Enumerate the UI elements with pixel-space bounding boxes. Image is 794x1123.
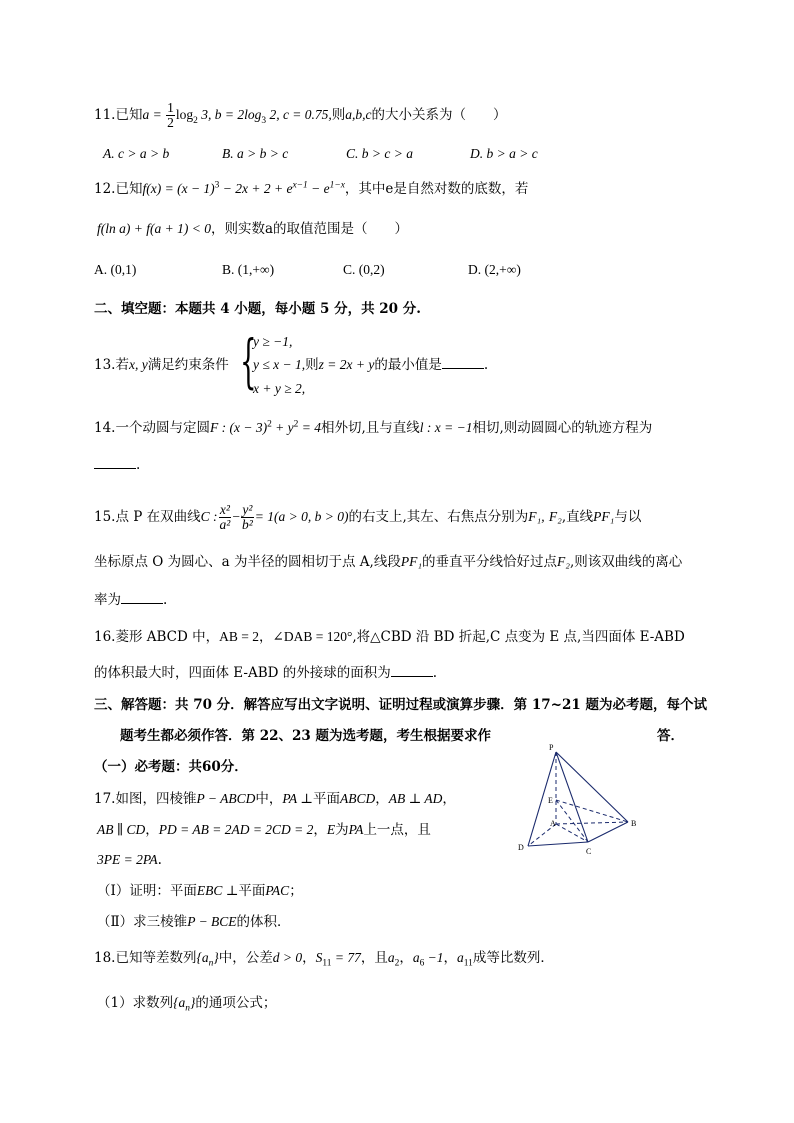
label-P: P	[549, 743, 554, 752]
q17-line1	[94, 791, 456, 807]
q14-number: 14.	[94, 420, 116, 436]
q17-l1h: AB ⊥ AD	[388, 791, 443, 806]
q17-l1f: ABCD	[339, 791, 376, 806]
q18-a11-sub: 11	[463, 958, 473, 969]
q13-constraint-1: y ≥ −1,	[253, 334, 293, 349]
q17-l3: 3PE = 2PA	[97, 852, 158, 867]
q13-prefix-line	[94, 357, 229, 373]
q12-expB: 1−x	[329, 180, 345, 191]
q13-constraint-2: y ≤ x − 1,	[253, 357, 306, 372]
q18-p1-seq-close: }	[189, 995, 196, 1010]
q17-part2	[97, 914, 291, 930]
q17-l1d: PA ⊥	[282, 791, 313, 806]
q15-end: .	[163, 592, 168, 608]
q12-prefix: 已知	[115, 181, 143, 197]
q15-line2b: PF₁	[400, 554, 423, 569]
q16-sep: ，	[259, 629, 273, 645]
q18-p1c: 的通项公式；	[195, 995, 277, 1011]
q17-p1e: ；	[289, 883, 303, 899]
q11-tail: 则	[331, 107, 346, 124]
q12-option-c[interactable]: C. (0,2)	[343, 262, 385, 277]
q15-line2a: 坐标原点 O 为圆心、a 为半径的圆相切于点 A,线段	[94, 554, 401, 570]
q13-end: .	[483, 357, 489, 373]
edge-AB	[556, 822, 628, 824]
q17-p1b: EBC ⊥	[196, 883, 239, 898]
q17-l1g: ，	[375, 791, 389, 807]
q14-line1	[94, 420, 652, 436]
q17-line3	[97, 852, 162, 868]
q12-inequality: f(ln a) + f(a + 1) < 0	[97, 221, 211, 236]
q18-p1a: （1）求数列	[97, 995, 174, 1011]
q13-number: 13.	[94, 357, 116, 373]
q14-sq2: 2	[293, 419, 299, 430]
q17-l2h: 上一点，且	[363, 822, 431, 838]
q11-vars: a,b,c	[345, 107, 372, 123]
q18-l1i: ，	[399, 950, 413, 966]
q15-frac-x-den: a²	[219, 517, 231, 533]
q11-option-d[interactable]: D. b > a > c	[470, 146, 538, 161]
q18-S-sub: 11	[322, 958, 332, 969]
q12-exp3: 3	[214, 180, 220, 191]
q15-frac-x-num: x²	[219, 502, 230, 517]
q14-end: .	[136, 457, 141, 473]
q18-seq-sub: n	[208, 958, 214, 969]
q12-number: 12.	[94, 181, 116, 197]
q17-l2d: ，	[313, 822, 327, 838]
q17-p2b: P − BCE	[187, 914, 237, 929]
q13-question: 的最小值是	[374, 357, 442, 373]
q15-frac-y-num: y²	[242, 502, 253, 517]
q17-l2a: AB ∥ CD	[97, 822, 146, 837]
label-E: E	[548, 796, 553, 805]
q18-a6-minus: −1	[424, 950, 444, 965]
q18-seq-open: {a	[196, 950, 209, 965]
q17-l1c: 中，	[255, 791, 283, 807]
q18-p1-seq-sub: n	[185, 1003, 190, 1014]
section3-line2-end: 答．	[657, 728, 684, 744]
q15-number: 15.	[94, 509, 116, 526]
q11-option-b[interactable]: B. a > b > c	[222, 146, 289, 161]
q11-log: log	[175, 107, 194, 123]
q16-end: .	[432, 665, 438, 681]
required-heading: （一）必考题：共60分．	[94, 759, 248, 775]
q11-prefix: 已知	[115, 107, 143, 124]
q11-b-arg: 2, c = 0.75,	[266, 107, 332, 123]
q11-log-base-b: 3	[261, 115, 267, 126]
q14-circle3: = 4	[298, 420, 321, 435]
q15-frac-x	[219, 503, 232, 532]
q13-constraint-3: x + y ≥ 2,	[253, 381, 306, 396]
q17-part1	[97, 883, 303, 899]
q18-a6-sub: 6	[419, 958, 425, 969]
q17-line2	[97, 822, 431, 838]
q14-mid: 相外切,且与直线	[321, 420, 420, 436]
q11-option-a[interactable]: A. c > a > b	[103, 146, 170, 161]
q13-brace: {	[240, 327, 257, 395]
q15-line2d: F₂	[557, 554, 570, 569]
q18-part1	[97, 995, 277, 1014]
q16-line1a: 16.菱形 ABCD 中，	[94, 629, 220, 645]
q11-a-arg: 3, b = 2log	[197, 107, 262, 123]
section2-heading: 二、填空题：本题共 4 小题，每小题 5 分，共 20 分.	[94, 301, 421, 317]
q12-option-b[interactable]: B. (1,+∞)	[222, 262, 275, 277]
q16-line1e: ,将△CBD 沿 BD 折起,C 点变为 E 点,当四面体 E-ABD	[352, 629, 685, 645]
q14-line-eq: l : x = −1	[419, 420, 473, 435]
q12-line2-text: ，则实数a的取值范围是（ ）	[210, 221, 409, 237]
q11-number: 11.	[94, 107, 116, 124]
q17-l1a: 17.如图，四棱锥	[94, 791, 197, 807]
q17-l2b: ，	[145, 822, 159, 838]
q14-answer-blank[interactable]	[94, 468, 136, 469]
q18-a2: a	[387, 950, 395, 965]
label-B: B	[631, 819, 637, 828]
q13-objective: z = 2x + y	[318, 357, 375, 372]
q18-l1k: ，	[443, 950, 458, 966]
q16-answer-blank[interactable]	[391, 676, 433, 677]
q15-prefix: 点 P 在双曲线	[115, 509, 201, 526]
q15-frac-y	[241, 503, 254, 532]
q12-option-a[interactable]: A. (0,1)	[94, 262, 137, 277]
label-C: C	[586, 847, 592, 856]
q15-line3	[94, 592, 167, 608]
q13-then: 则	[305, 357, 319, 373]
q12-expA: x−1	[292, 180, 308, 191]
edge-PC	[556, 752, 588, 842]
q17-l2c: PD = AB = 2AD = 2CD = 2	[158, 822, 314, 837]
q13-vars: x, y	[128, 357, 148, 372]
q17-p1a: （Ⅰ）证明：平面	[97, 883, 197, 899]
q14-sq: 2	[267, 419, 272, 430]
q15-tail: 的右支上,其左、右焦点分别为	[348, 509, 529, 526]
q17-l2e: E	[326, 822, 336, 837]
q18-S: S	[315, 950, 323, 965]
q17-l2g: PA	[348, 822, 364, 837]
edge-EC	[556, 800, 588, 842]
q18-a2-sub: 2	[394, 958, 400, 969]
label-D: D	[518, 843, 524, 852]
q18-a6: a	[412, 950, 420, 965]
q17-p1d: PAC	[265, 883, 290, 898]
q12-line1	[94, 181, 528, 197]
q14-prefix: 一个动圆与定圆	[115, 420, 210, 436]
q18-l1g: ，且	[360, 950, 388, 966]
label-A: A	[550, 819, 556, 828]
q15-PF1: PF₁	[593, 509, 615, 525]
q18-l1c: 中，公差	[218, 950, 273, 966]
q12-tail: ，其中e是自然对数的底数，若	[344, 181, 529, 197]
q11-frac-den: 2	[167, 115, 174, 131]
q12-expr: f(x) = (x − 1)	[142, 181, 215, 196]
q17-l1b: P − ABCD	[196, 791, 256, 806]
section3-line2: 题考生都必须作答．第 22、23 题为选考题，考生根据要求作	[120, 728, 491, 744]
q11-fraction	[166, 101, 175, 130]
q16-line2: 的体积最大时，四面体 E-ABD 的外接球的面积为	[94, 665, 391, 681]
q15-line2	[94, 554, 682, 570]
q17-l1e: 平面	[312, 791, 340, 807]
q11-frac-num: 1	[167, 100, 174, 115]
q12-option-d[interactable]: D. (2,+∞)	[468, 262, 521, 277]
q17-p2a: （Ⅱ）求三棱锥	[97, 914, 188, 930]
q16-line2	[94, 665, 437, 681]
q17-pyramid-figure	[508, 742, 668, 862]
q15-eq: = 1(a > 0, b > 0)	[254, 509, 349, 525]
q15-line2e: ,则该双曲线的离心	[569, 554, 683, 570]
q14-circle2: + y	[271, 420, 294, 435]
q15-line1	[94, 503, 641, 532]
q18-line1	[94, 950, 554, 969]
q18-l1e: ，	[302, 950, 316, 966]
q11-a-lhs: a =	[142, 107, 166, 123]
q15-tail3: 与以	[614, 509, 642, 526]
q12-line2	[97, 221, 408, 237]
q11-log-base-a: 2	[193, 115, 198, 126]
q17-p2c: 的体积．	[236, 914, 291, 930]
q15-F1: F₁,	[528, 509, 545, 525]
q16-line1	[94, 629, 685, 645]
q15-tail2: ,直线	[561, 509, 594, 526]
edge-AC	[556, 824, 588, 842]
q11-option-c[interactable]: C. b > c > a	[346, 146, 413, 161]
q17-l2f: 为	[335, 822, 349, 838]
q14-line2	[94, 457, 140, 473]
q13-answer-blank[interactable]	[442, 368, 484, 369]
q11-tail2: 的大小关系为（ ）	[371, 107, 507, 124]
q13-mid: 满足约束条件	[147, 357, 229, 373]
q15-F2: F₂	[548, 509, 562, 525]
q18-S-val: = 77	[331, 950, 361, 965]
q14-tail: 相切,则动圆圆心的轨迹方程为	[472, 420, 653, 436]
q13-constraint-2-line	[253, 357, 488, 373]
q17-l3end: .	[157, 852, 162, 868]
q15-curve-name: C :	[200, 509, 218, 525]
q18-l1a: 18.已知等差数列	[94, 950, 197, 966]
q15-frac-y-den: b²	[241, 517, 253, 533]
q18-l1m: 成等比数列．	[472, 950, 554, 966]
q17-p1c: 平面	[238, 883, 266, 899]
q15-line2c: 的垂直平分线恰好过点	[422, 554, 558, 570]
section3-line1: 三、解答题：共 70 分．解答应写出文字说明、证明过程或演算步骤．第 17~21 题为必考题，每个试	[94, 697, 707, 713]
q15-minus: −	[232, 509, 240, 525]
q12-expr3: − e	[307, 181, 330, 196]
q18-a11: a	[457, 950, 464, 965]
q18-l1d: d > 0	[272, 950, 303, 965]
q17-l1i: ，	[442, 791, 456, 807]
q12-expr2: − 2x + 2 + e	[219, 181, 293, 196]
q18-seq-close: }	[213, 950, 219, 965]
edge-CB	[588, 822, 628, 842]
q16-ab: AB = 2	[219, 629, 260, 644]
q15-line3: 率为	[94, 592, 121, 608]
edge-DC	[528, 842, 588, 846]
q11-line	[94, 101, 507, 130]
q15-answer-blank[interactable]	[121, 603, 163, 604]
q13-prefix: 若	[115, 357, 129, 373]
q18-p1-seq-open: {a	[173, 995, 186, 1010]
q14-circle: F : (x − 3)	[209, 420, 268, 435]
q16-angle: ∠DAB = 120°	[272, 629, 353, 644]
